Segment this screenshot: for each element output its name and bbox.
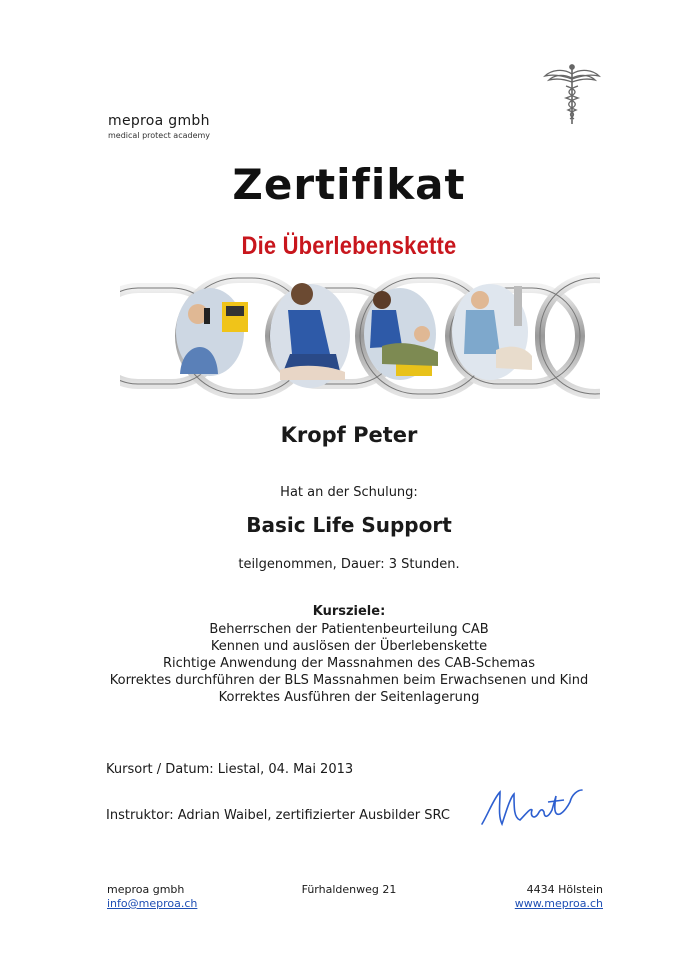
caduceus-icon [543, 62, 601, 126]
footer-email-link[interactable]: info@meproa.ch [107, 897, 198, 910]
goal-item: Richtige Anwendung der Massnahmen des CAB-Schemas [163, 656, 535, 671]
course-name: Basic Life Support [246, 513, 452, 537]
company-name: meproa gmbh [108, 113, 210, 129]
course-place-date: Kursort / Datum: Liestal, 04. Mai 2013 [106, 762, 354, 777]
footer-street: Fürhaldenweg 21 [301, 883, 397, 896]
goals-list [0, 621, 698, 706]
goal-item: Korrektes durchführen der BLS Massnahmen beim Erwachsenen und Kind [109, 673, 589, 688]
goals-heading: Kursziele: [312, 604, 386, 619]
instructor-line: Instruktor: Adrian Waibel, zertifizierter Ausbilder SRC [106, 808, 450, 823]
goal-item: Korrektes Ausführen der Seitenlagerung [218, 690, 480, 705]
participant-name: Kropf Peter [280, 423, 418, 447]
course-duration: teilgenommen, Dauer: 3 Stunden. [238, 557, 460, 572]
goal-item: Beherrschen der Patientenbeurteilung CAB [209, 622, 489, 637]
scene-advanced-care [452, 284, 532, 380]
footer-website-link[interactable]: www.meproa.ch [514, 897, 603, 910]
footer-company: meproa gmbh [107, 883, 185, 896]
instructor-signature [478, 784, 588, 832]
footer-city: 4434 Hölstein [526, 883, 603, 896]
certificate-subtitle: Die Überlebenskette [241, 232, 457, 260]
certificate-title: Zertifikat [232, 160, 466, 209]
attendance-intro: Hat an der Schulung: [280, 485, 418, 500]
company-tagline: medical protect academy [108, 131, 211, 140]
chain-of-survival-image [120, 270, 600, 402]
scene-emergency-call [176, 288, 248, 376]
scene-aed [364, 288, 438, 380]
goal-item: Kennen und auslösen der Überlebenskette [210, 639, 488, 654]
